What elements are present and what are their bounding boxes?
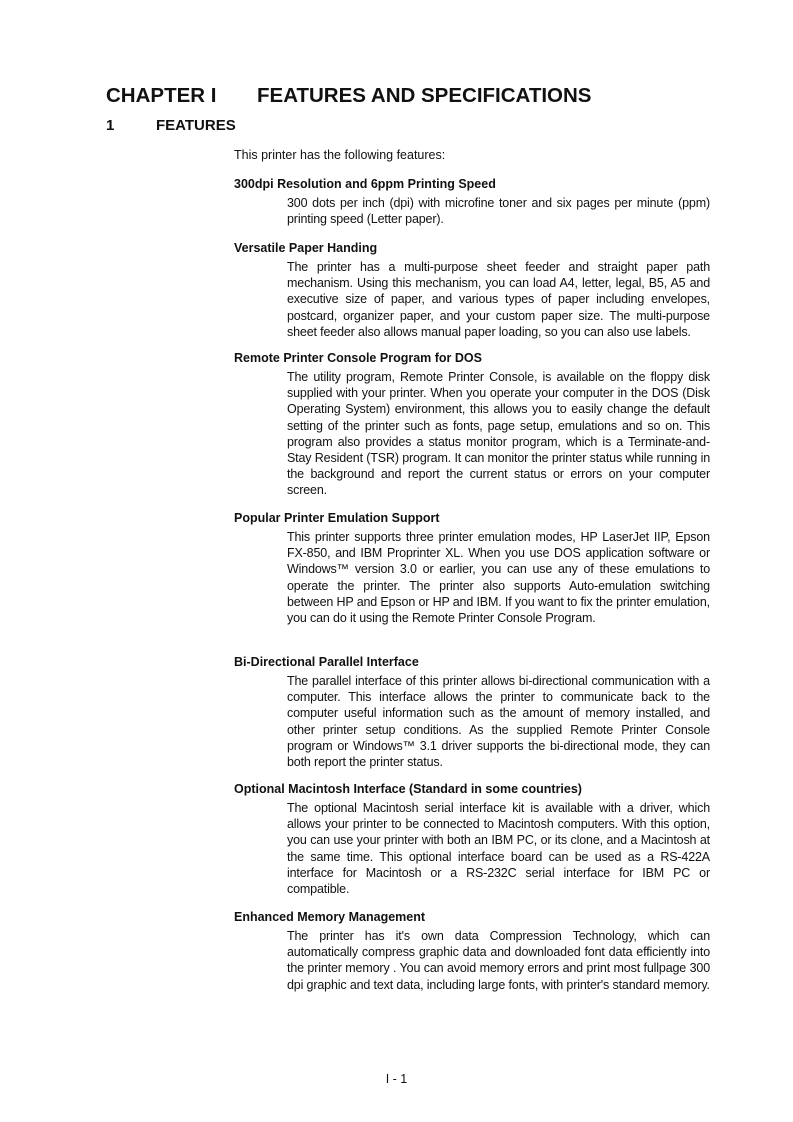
feature-title: Optional Macintosh Interface (Standard in some countries)	[234, 782, 582, 796]
feature-body: The parallel interface of this printer allows bi-directional communication with a computer. This interface allows the printer to communicate back to the computer useful information such as the amount of memory installed, and other printer setup conditions. As the supplied Remote Printer Console program or Windows™ 3.1 driver supports the bi-directional mode, they can both report the printer status.	[287, 674, 710, 770]
feature-remote-console	[234, 350, 712, 499]
feature-macintosh-interface	[234, 781, 712, 897]
feature-title: Popular Printer Emulation Support	[234, 511, 440, 525]
feature-body: The utility program, Remote Printer Console, is available on the floppy disk supplied with your printer. When you operate your computer in the DOS (Disk Operating System) environment, this allows you to easily change the default setting of the printer such as fonts, page setup, emulations and so on. This program also provides a status monitor program, which is a Terminate-and-Stay Resident (TSR) program. It can monitor the printer status while running in the background and report the current status or errors on your computer screen.	[287, 370, 710, 498]
feature-title: Enhanced Memory Management	[234, 910, 426, 924]
feature-title: Bi-Directional Parallel Interface	[234, 655, 419, 669]
feature-body: This printer supports three printer emulation modes, HP LaserJet IIP, Epson FX-850, and IBM Proprinter XL. When you use DOS application software or Windows™ version 3.0 or earlier, you can use any of these emulations to operate the printer. The printer also supports Auto-emulation switching between HP and Epson or HP and IBM. If you want to fix the printer emulation, you can do it using the Remote Printer Console Program.	[287, 530, 710, 626]
section-title: FEATURES	[156, 117, 236, 134]
section-heading	[106, 117, 236, 135]
chapter-title: FEATURES AND SPECIFICATIONS	[257, 84, 592, 107]
intro-text: This printer has the following features:	[234, 148, 446, 162]
page-number: I - 1	[385, 1072, 408, 1086]
feature-parallel-interface	[234, 654, 712, 770]
feature-emulation	[234, 510, 712, 626]
feature-title: Versatile Paper Handing	[234, 241, 378, 255]
chapter-heading	[106, 84, 591, 108]
feature-body: The printer has it's own data Compression Technology, which can automatically compress graphic data and downloaded font data efficiently into the printer memory . You can avoid memory errors and print most fullpage 300 dpi graphic and text data, including large fonts, with printer's standard memory.	[287, 929, 710, 992]
feature-title: Remote Printer Console Program for DOS	[234, 351, 482, 365]
feature-body: The printer has a multi-purpose sheet feeder and straight paper path mechanism. Using this mechanism, you can load A4, letter, legal, B5, A5 and executive size of paper, and various types of paper including envelopes, postcard, organizer paper, and your custom paper size. The multi-purpose sheet feeder also allows manual paper loading, so you can also use labels.	[287, 260, 710, 339]
feature-body: The optional Macintosh serial interface kit is available with a driver, which allows your printer to be connected to Macintosh computers. With this option, you can use your printer with both an IBM PC, or its clone, and a Macintosh at the same time. This optional interface board can be used as a RS-422A interface for Macintosh or a RS-232C serial interface for IBM PC or compatible.	[287, 801, 710, 897]
feature-memory-management	[234, 909, 712, 993]
feature-title: 300dpi Resolution and 6ppm Printing Speed	[234, 177, 496, 191]
feature-resolution	[234, 176, 712, 227]
chapter-number: CHAPTER I	[106, 84, 217, 107]
section-number: 1	[106, 117, 115, 134]
feature-body: 300 dots per inch (dpi) with microfine toner and six pages per minute (ppm) printing speed (Letter paper).	[287, 196, 710, 227]
feature-paper-handling	[234, 240, 712, 340]
